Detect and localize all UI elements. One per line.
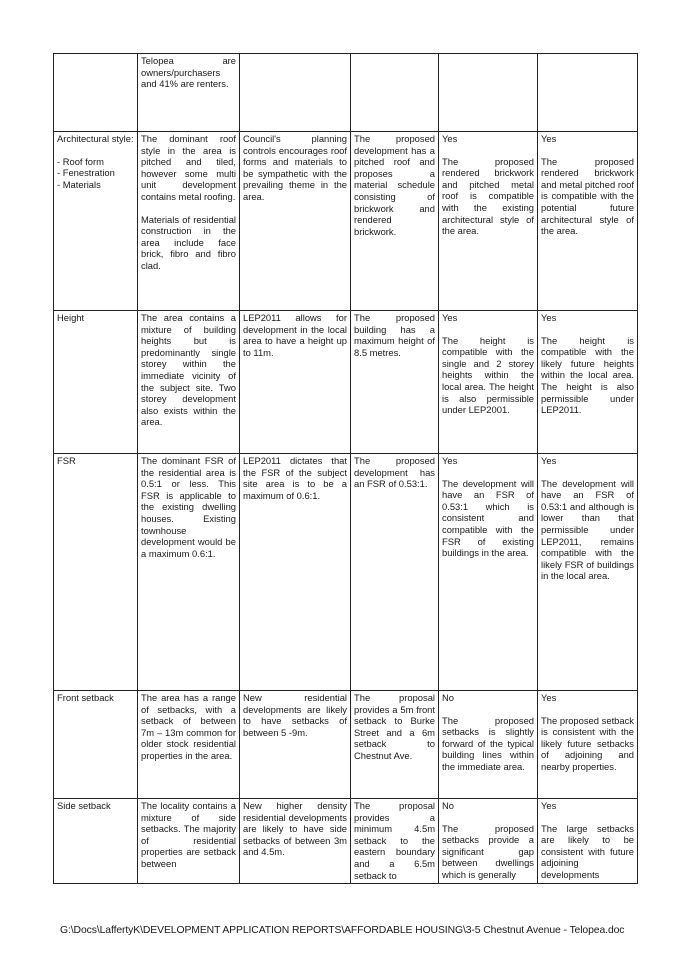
assessment-table (53, 53, 638, 884)
row-label (54, 54, 138, 132)
compat-future-cell: Yes The proposed setback is consistent with the likely future setbacks of adjoining and nearby properties. (538, 691, 638, 799)
proposal-cell: The proposed development has an FSR of 0.53:1. (351, 454, 439, 691)
proposal-cell (351, 54, 439, 132)
compat-now-verdict: No (442, 692, 454, 703)
compat-now-verdict: Yes (442, 312, 458, 323)
compat-future-cell: Yes The proposed rendered brickwork and metal pitched roof is compatible with the potential future architectural style of the area. (538, 132, 638, 311)
controls-cell: LEP2011 dictates that the FSR of the subject site area is to be a maximum of 0.6:1. (240, 454, 351, 691)
compat-future-cell (538, 54, 638, 132)
context-cell: The dominant FSR of the residential area is 0.5:1 or less. This FSR is applicable to the existing dwelling houses. Existing townhouse development would be a maximum 0.6:1. (138, 454, 240, 691)
proposal-cell: The proposed development has a pitched roof and proposes a material schedule consisting of brickwork and rendered brickwork. (351, 132, 439, 311)
compat-now-cell: No The proposed setbacks provide a significant gap between dwellings which is generally (439, 799, 538, 884)
table-row (54, 311, 638, 454)
sublabel-fenestration: - Fenestration (57, 167, 115, 179)
context-cell: The area has a range of setbacks, with a setback of between 7m – 13m common for older stock residential properties in the area. (138, 691, 240, 799)
compat-future-verdict: Yes (541, 133, 557, 144)
document-path-footer: G:\Docs\LaffertyK\DEVELOPMENT APPLICATION REPORTS\AFFORDABLE HOUSING\3-5 Chestnut Avenue - Telopea.doc (60, 925, 625, 936)
row-label (54, 132, 138, 311)
table-row (54, 54, 638, 132)
row-label: Side setback (54, 799, 138, 884)
table-row (54, 454, 638, 691)
table-row (54, 691, 638, 799)
context-cell: The dominant roof style in the area is pitched and tiled, however some multi unit development contains metal roofing. Materials of residential construction in the area include face brick, fibro and fibro clad. (138, 132, 240, 311)
compat-now-verdict: Yes (442, 455, 458, 466)
controls-cell: Council's planning controls encourages roof forms and materials to be sympathetic with the prevailing theme in the area. (240, 132, 351, 311)
table-row (54, 799, 638, 884)
sublabel-materials: - Materials (57, 178, 101, 190)
table-row (54, 132, 638, 311)
controls-cell: New residential developments are likely to have setbacks of between 5 -9m. (240, 691, 351, 799)
context-cell: The area contains a mixture of building heights but is predominantly single storey within the immediate vicinity of the subject site. Two storey development also exists within the area. (138, 311, 240, 454)
row-label: Front setback (54, 691, 138, 799)
controls-cell: LEP2011 allows for development in the local area to have a height up to 11m. (240, 311, 351, 454)
compat-future-verdict: Yes (541, 692, 557, 703)
controls-cell: New higher density residential developments are likely to have side setbacks of between 3m and 4.5m. (240, 799, 351, 884)
controls-cell (240, 54, 351, 132)
compat-now-cell (439, 54, 538, 132)
proposal-cell: The proposed building has a maximum height of 8.5 metres. (351, 311, 439, 454)
proposal-cell: The proposal provides a minimum 4.5m setback to the eastern boundary and a 6.5m setback to (351, 799, 439, 884)
compat-future-cell: Yes The height is compatible with the likely future heights within the local area. The height is also permissible under LEP2011. (538, 311, 638, 454)
row-label: Height (54, 311, 138, 454)
label-architectural-style: Architectural style: (57, 133, 134, 144)
compat-now-cell: Yes The height is compatible with the single and 2 storey heights within the local area. The height is also permissible under LEP2001. (439, 311, 538, 454)
compat-future-verdict: Yes (541, 455, 557, 466)
compat-future-verdict: Yes (541, 800, 557, 811)
sublabel-roof-form: - Roof form (57, 155, 104, 167)
context-cell: The locality contains a mixture of side setbacks. The majority of residential properties are setback between (138, 799, 240, 884)
compat-now-cell: Yes The proposed rendered brickwork and pitched metal roof is compatible with the existing architectural style of the area. (439, 132, 538, 311)
compat-now-cell: No The proposed setbacks is slightly forward of the typical building lines within the immediate area. (439, 691, 538, 799)
compat-now-verdict: No (442, 800, 454, 811)
compat-future-cell: Yes The large setbacks are likely to be consistent with future adjoining developments (538, 799, 638, 884)
context-cell: Telopea are owners/purchasers and 41% are renters. (138, 54, 240, 132)
compat-now-verdict: Yes (442, 133, 458, 144)
proposal-cell: The proposal provides a 5m front setback to Burke Street and a 6m setback to Chestnut Ave. (351, 691, 439, 799)
compat-now-cell: Yes The development will have an FSR of 0.53:1 which is consistent and compatible with the FSR of existing buildings in the area. (439, 454, 538, 691)
row-label: FSR (54, 454, 138, 691)
compat-future-cell: Yes The development will have an FSR of 0.53:1 and although is lower than that permissible under LEP2011, remains compatible with the likely FSR of buildings in the local area. (538, 454, 638, 691)
compat-future-verdict: Yes (541, 312, 557, 323)
